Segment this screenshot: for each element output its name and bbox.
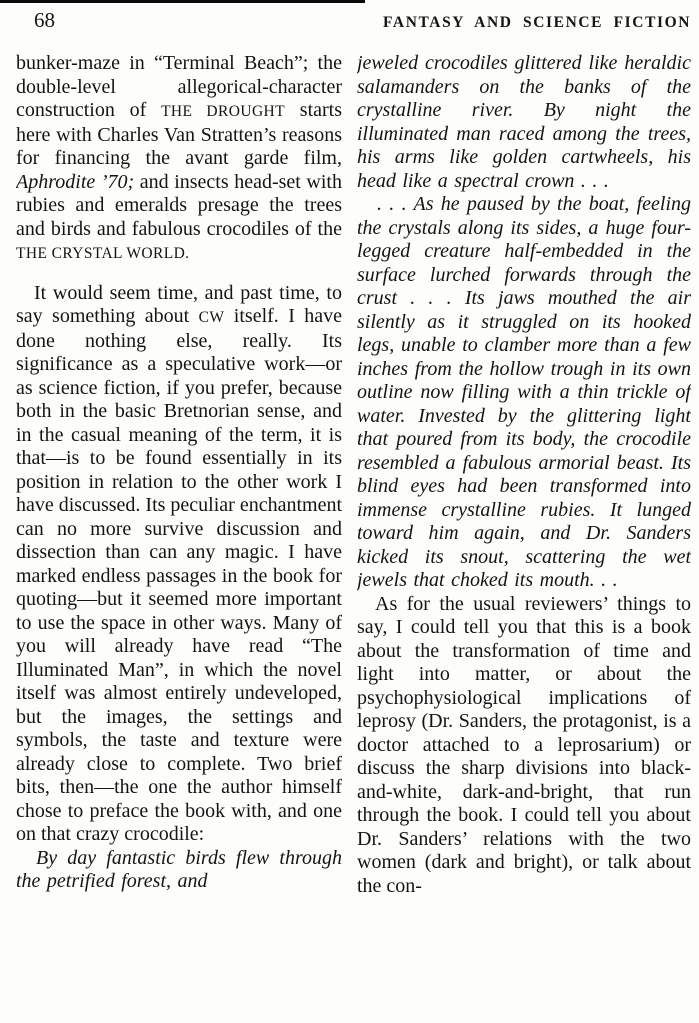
body-text: and insects head-set with rubies and emeralds presage the trees and birds and fabulous crocodiles of the bbox=[16, 170, 342, 240]
body-text: bunker-maze in “Terminal Beach”; the double-level allegorical-character construction of bbox=[16, 52, 342, 121]
book-title-the-crystal-world: THE CRYSTAL WORLD. bbox=[16, 245, 190, 262]
scan-edge-artifact bbox=[0, 0, 365, 3]
film-title-aphrodite-70: Aphrodite ’70; bbox=[16, 170, 135, 193]
book-title-the-drought: THE DROUGHT bbox=[161, 103, 286, 120]
body-text: It would seem time, and past time, to say something about bbox=[16, 281, 342, 327]
excerpt-quote-continuation: jeweled crocodiles glittered like heraldic salamanders on the banks of the crystalline river. By night the illuminated man raced among the trees, his arms like golden cartwheels, his head like a spectral crown . . . bbox=[357, 52, 691, 192]
body-text: itself. I have done nothing else, really. Its significance as a speculative work—or as science fiction, if you prefer, because both in the basic Bretnorian sense, and in the casual meaning of the term, it is that—is to be found essentially in its position in relation to the other work I have discussed. Its peculiar enchantment can no more survive discussion and dissection than can any magic. I have marked endless passages in the book for quoting—but it seemed more important to use the space in other ways. Many of you will already have read “The Illuminated Man”, in which the novel itself was almost entirely undeveloped, but the images, the settings and symbols, the taste and texture were already close to complete. Two brief bits, then—the one the author himself chose to preface the book with, and one on that crazy crocodile: bbox=[16, 305, 342, 845]
paragraph-commentary bbox=[16, 282, 342, 847]
right-column bbox=[357, 52, 691, 1018]
page-header bbox=[0, 8, 699, 36]
page-number: 68 bbox=[34, 8, 55, 32]
running-title: FANTASY AND SCIENCE FICTION bbox=[383, 14, 692, 31]
body-text: starts here with Charles Van Stratten’s reasons for financing the avant garde film, bbox=[16, 99, 342, 169]
paragraph-continuation bbox=[16, 52, 342, 266]
text-columns bbox=[16, 52, 691, 1018]
abbreviation-cw: CW bbox=[198, 309, 225, 326]
paragraph-reviewers: As for the usual reviewers’ things to say, I could tell you that this is a book about the transformation of time and light into matter, or about the psychophysiological implications of leprosy (Dr. Sanders, the protagonist, is a doctor attached to a leprosarium) or discuss the sharp divisions into black-and-white, dark-and-bright, that run through the book. I could tell you about Dr. Sanders’ relations with the two women (dark and bright), or talk about the con- bbox=[357, 592, 691, 897]
excerpt-quote-start: By day fantastic birds flew through the petrified forest, and bbox=[16, 846, 342, 892]
left-column bbox=[16, 52, 342, 1018]
excerpt-quote-second: . . . As he paused by the boat, feeling the crystals along its sides, a huge four-legged creature half-embedded in the surface lurched forwards through the crust . . . Its jaws mouthed the air silently as it struggled on its hooked legs, unable to clamber more than a few inches from the hollow trough in its own outline now filling with a thin trickle of water. Invested by the glittering light that poured from its body, the crocodile resembled a fabulous armorial beast. Its blind eyes had been transformed into immense crystalline rubies. It lunged toward him again, and Dr. Sanders kicked its snout, scattering the wet jewels that choked its mouth. . . bbox=[357, 193, 691, 591]
